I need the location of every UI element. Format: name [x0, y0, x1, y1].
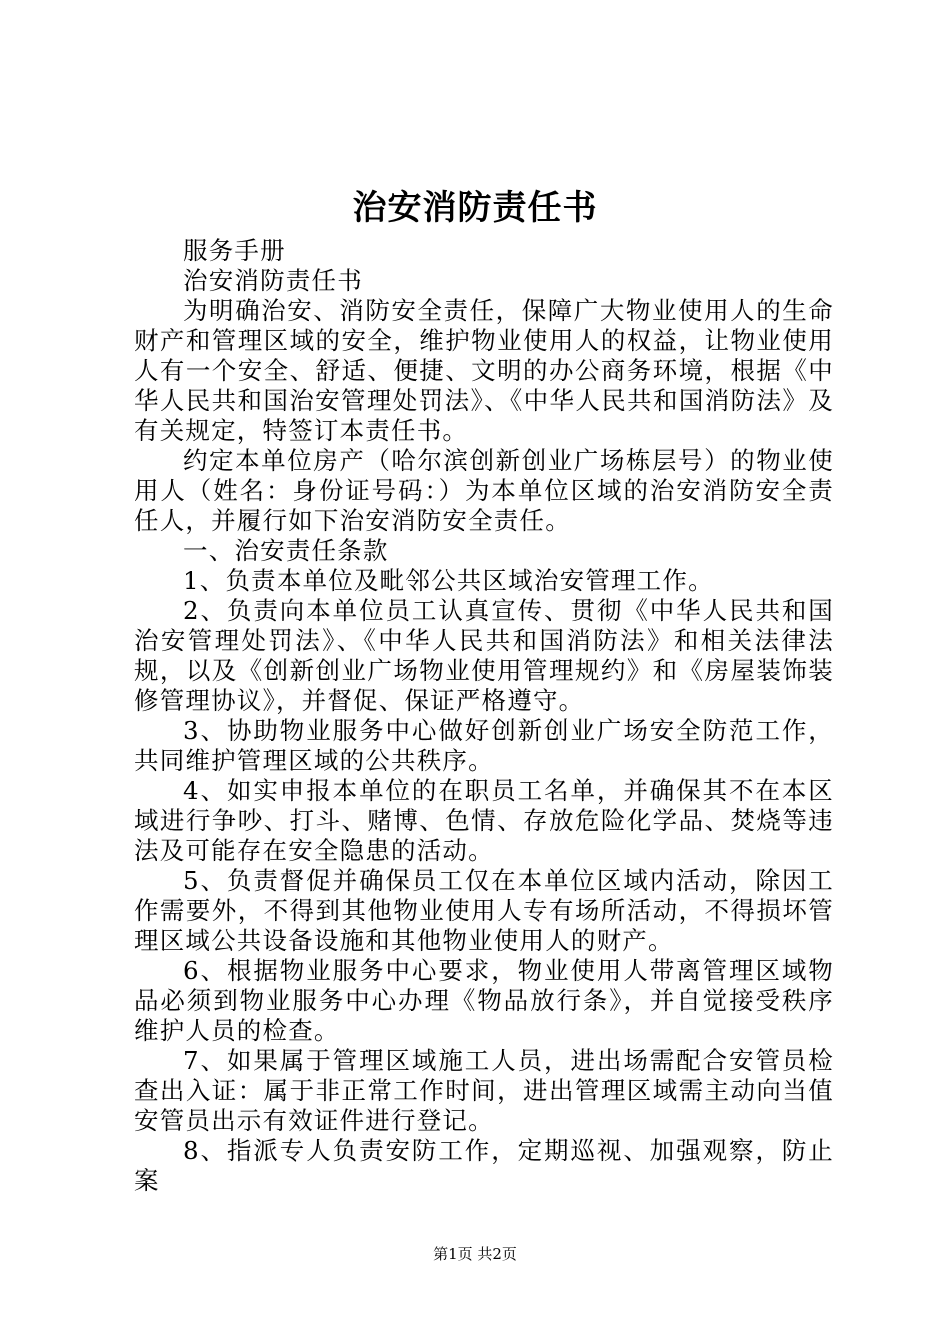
clause-3: 3、协助物业服务中心做好创新创业广场安全防范工作，共同维护管理区域的公共秩序。 [134, 716, 834, 775]
paragraph-intro: 为明确治安、消防安全责任，保障广大物业使用人的生命财产和管理区域的安全，维护物业使用人的权益，让物业使用人有一个安全、舒适、便捷、文明的办公商务环境，根据《中华人民共和国治安管理处罚法》、《中华人民共和国消防法》及有关规定，特签订本责任书。 [134, 296, 834, 445]
document-title: 治安消防责任书 [352, 188, 598, 228]
clause-6: 6、根据物业服务中心要求，物业使用人带离管理区域物品必须到物业服务中心办理《物品放行条》，并自觉接受秩序维护人员的检查。 [134, 956, 834, 1045]
section-heading: 一、治安责任条款 [183, 536, 389, 565]
clause-8: 8、指派专人负责安防工作，定期巡视、加强观察，防止案 [134, 1136, 834, 1195]
clause-1: 1、负责本单位及毗邻公共区域治安管理工作。 [183, 566, 714, 595]
paragraph-subtitle: 服务手册 [183, 236, 286, 265]
document-body [134, 236, 834, 1196]
clause-7: 7、如果属于管理区域施工人员，进出场需配合安管员检查出入证：属于非正常工作时间，进出管理区域需主动向当值安管员出示有效证件进行登记。 [134, 1046, 834, 1135]
clause-5: 5、负责督促并确保员工仅在本单位区域内活动，除因工作需要外，不得到其他物业使用人专有场所活动，不得损坏管理区域公共设备设施和其他物业使用人的财产。 [134, 866, 834, 955]
page-footer: 第1页 共2页 [433, 1245, 517, 1263]
clause-2: 2、负责向本单位员工认真宣传、贯彻《中华人民共和国治安管理处罚法》、《中华人民共和国消防法》和相关法律法规，以及《创新创业广场物业使用管理规约》和《房屋装饰装修管理协议》，并督促、保证严格遵守。 [134, 596, 834, 715]
paragraph-agreement: 约定本单位房产（哈尔滨创新创业广场栋层号）的物业使用人（姓名：身份证号码：）为本单位区域的治安消防安全责任人，并履行如下治安消防安全责任。 [134, 446, 834, 535]
clause-4: 4、如实申报本单位的在职员工名单，并确保其不在本区域进行争吵、打斗、赌博、色情、存放危险化学品、焚烧等违法及可能存在安全隐患的活动。 [134, 776, 834, 865]
paragraph-heading: 治安消防责任书 [183, 266, 363, 295]
